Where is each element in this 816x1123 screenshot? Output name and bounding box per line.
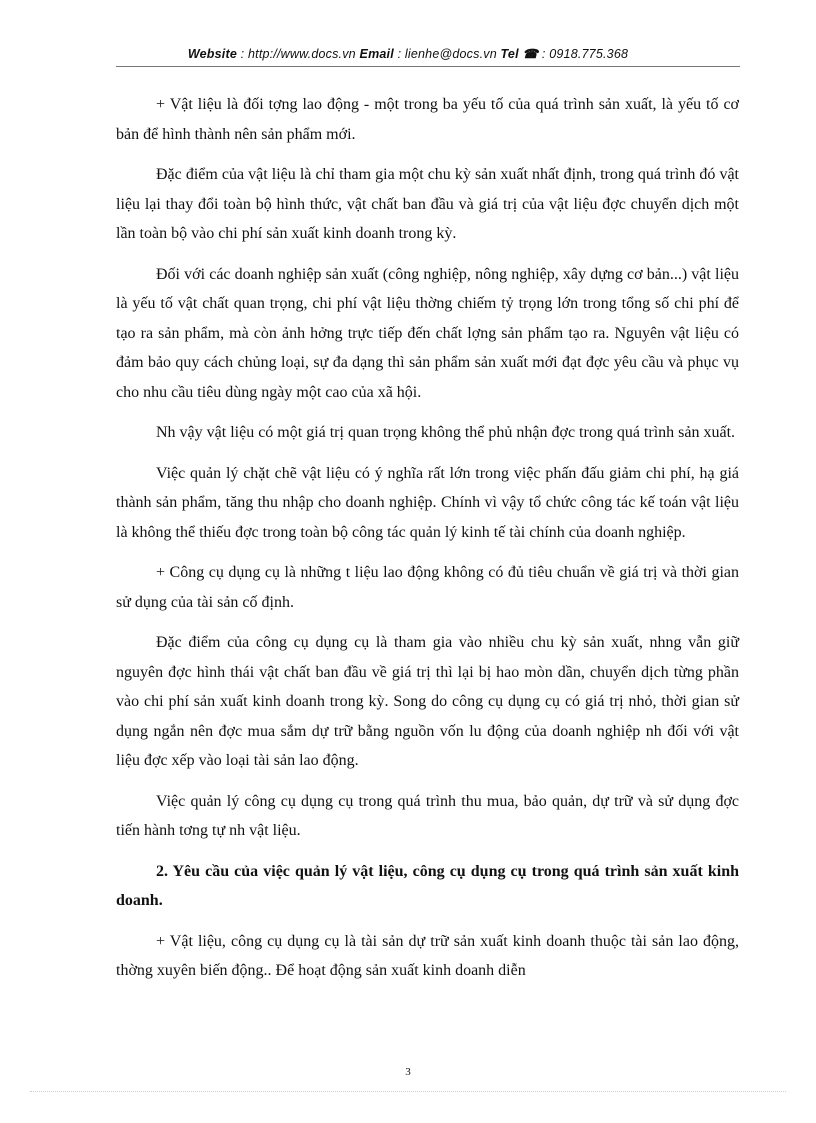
document-body [116,90,739,997]
paragraph: Đặc điểm của vật liệu là chỉ tham gia một chu kỳ sản xuất nhất định, trong quá trình đó vật liệu lại thay đổi toàn bộ hình thức, vật chất ban đầu và giá trị của vật liệu đợc chuyển dịch một lần toàn bộ vào chi phí sản xuất kinh doanh trong kỳ. [116,166,739,242]
page-bottom-border [30,1091,786,1092]
paragraph: + Công cụ dụng cụ là những t liệu lao động không có đủ tiêu chuẩn về giá trị và thời gian sử dụng của tài sản cố định. [116,564,739,611]
paragraph: Đối với các doanh nghiệp sản xuất (công nghiệp, nông nghiệp, xây dựng cơ bản...) vật liệu là yếu tố vật chất quan trọng, chi phí vật liệu thờng chiếm tỷ trọng lớn trong tổng số chi phí để tạo ra sản phẩm, mà còn ảnh hởng trực tiếp đến chất lợng sản phẩm tạo ra. Nguyên vật liệu có đảm bảo quy cách chủng loại, sự đa dạng thì sản phẩm sản xuất mới đạt đợc yêu cầu và phục vụ cho nhu cầu tiêu dùng ngày một cao của xã hội. [116,265,739,401]
paragraph: Đặc điểm của công cụ dụng cụ là tham gia vào nhiều chu kỳ sản xuất, nhng vẫn giữ nguyên đợc hình thái vật chất ban đầu về giá trị thì lại bị hao mòn dần, chuyển dịch từng phần vào chi phí sản xuất kinh doanh trong kỳ. Song do công cụ dụng cụ có giá trị nhỏ, thời gian sử dụng ngắn nên đợc mua sắm dự trữ bằng nguồn vốn lu động của doanh nghiệp nh đối với vật liệu đợc xếp vào loại tài sản lao động. [116,634,739,769]
tel-label: Tel [500,47,519,61]
email-address[interactable]: : lienhe@docs.vn [397,47,497,61]
paragraph: + Vật liệu, công cụ dụng cụ là tài sản dự trữ sản xuất kinh doanh thuộc tài sản lao động, thờng xuyên biến động.. Để hoạt động sản xuất kinh doanh diễn [116,932,739,979]
paragraph: + Vật liệu là đối tợng lao động - một trong ba yếu tố của quá trình sản xuất, là yếu tố cơ bản để hình thành nên sản phẩm mới. [116,96,739,143]
header-divider [116,66,740,67]
website-label: Website [187,47,237,61]
phone-icon: ☎ [522,47,539,61]
page-header [0,46,816,61]
section-heading: 2. Yêu cầu của việc quản lý vật liệu, công cụ dụng cụ trong quá trình sản xuất kinh doanh. [116,862,739,909]
paragraph: Việc quản lý chặt chẽ vật liệu có ý nghĩa rất lớn trong việc phấn đấu giảm chi phí, hạ giá thành sản phẩm, tăng thu nhập cho doanh nghiệp. Chính vì vậy tổ chức công tác kế toán vật liệu là không thể thiếu đợc trong toàn bộ công tác quản lý kinh tế tài chính của doanh nghiệp. [116,464,739,541]
paragraph: Nh vậy vật liệu có một giá trị quan trọng không thể phủ nhận đợc trong quá trình sản xuất. [156,424,736,441]
website-url[interactable]: : http://www.docs.vn [240,47,356,61]
page-number: 3 [405,1066,411,1078]
email-label: Email [359,47,394,61]
paragraph: Việc quản lý công cụ dụng cụ trong quá trình thu mua, bảo quản, dự trữ và sử dụng đợc tiến hành tơng tự nh vật liệu. [116,792,739,839]
tel-number: : 0918.775.368 [541,47,629,61]
